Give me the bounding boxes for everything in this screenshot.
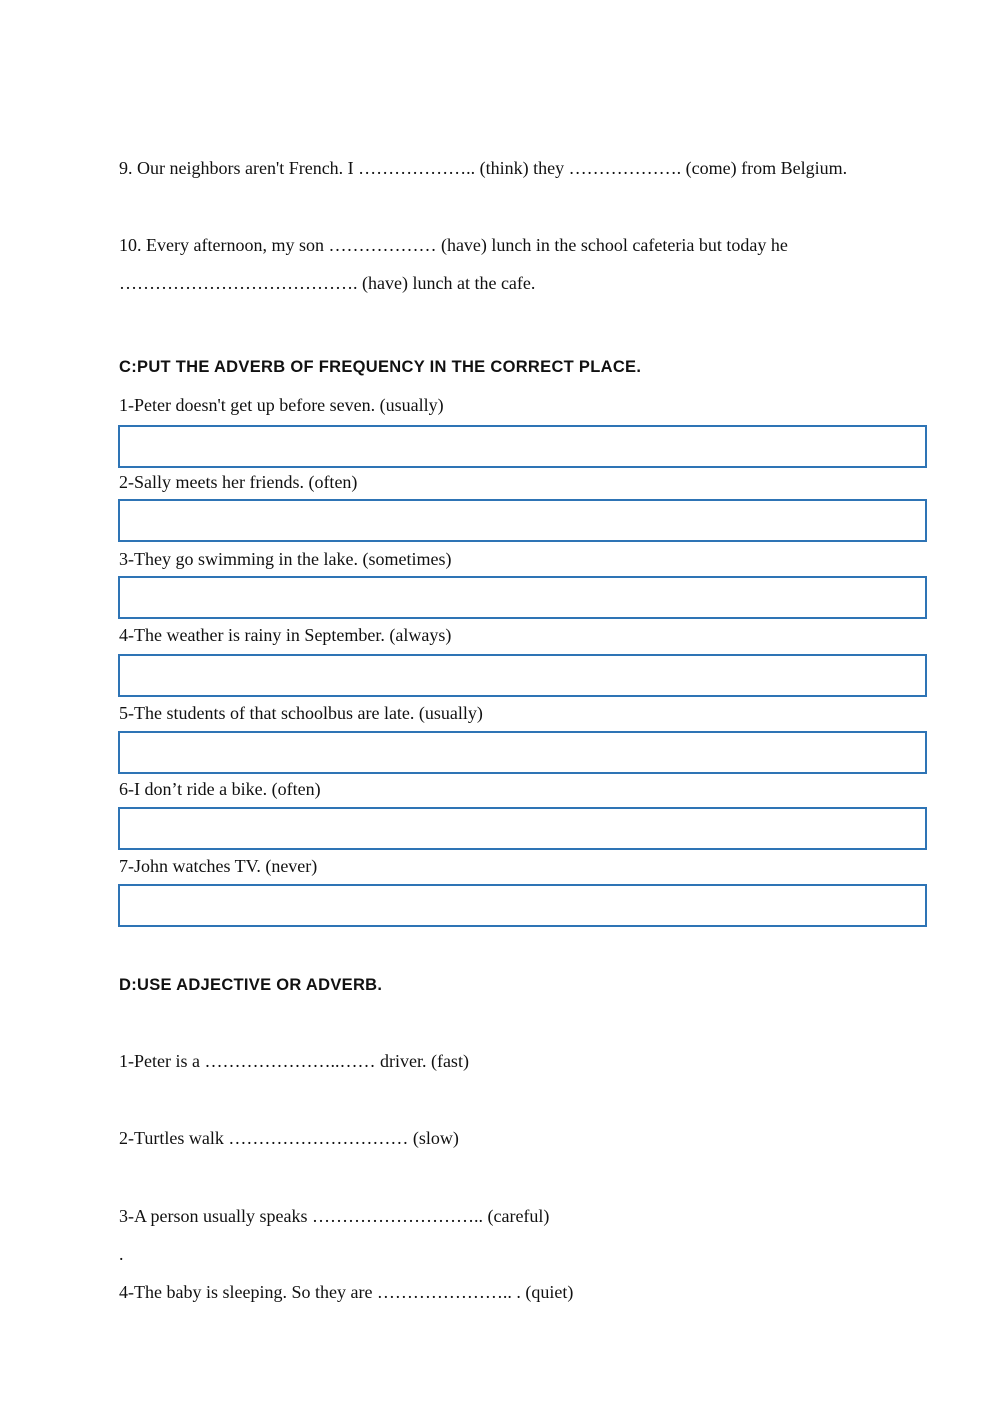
section-c-prompt-3: 3-They go swimming in the lake. (sometimes) — [119, 549, 452, 569]
stray-mark: . — [119, 1244, 124, 1264]
section-c-heading: C:PUT THE ADVERB OF FREQUENCY IN THE CORRECT PLACE. — [119, 358, 642, 376]
section-d-item-3: 3-A person usually speaks ……………………….. (careful) — [119, 1206, 550, 1226]
section-c-answer-3[interactable] — [118, 576, 927, 619]
section-c-prompt-6: 6-I don’t ride a bike. (often) — [119, 779, 321, 799]
section-d-heading: D:USE ADJECTIVE OR ADVERB. — [119, 976, 383, 994]
section-c-answer-4[interactable] — [118, 654, 927, 697]
section-c-answer-6[interactable] — [118, 807, 927, 850]
question-10-line-1: 10. Every afternoon, my son ……………… (have) lunch in the school cafeteria but today he — [119, 235, 788, 255]
question-9: 9. Our neighbors aren't French. I ……………….. (think) they ………………. (come) from Belgium. — [119, 158, 848, 178]
section-d-item-1: 1-Peter is a …………………..…… driver. (fast) — [119, 1051, 469, 1071]
question-10-line-2: …………………………………. (have) lunch at the cafe. — [119, 273, 536, 293]
section-d-item-4: 4-The baby is sleeping. So they are ………………….. . (quiet) — [119, 1282, 574, 1302]
section-c-answer-2[interactable] — [118, 499, 927, 542]
section-c-answer-1[interactable] — [118, 425, 927, 468]
section-c-prompt-5: 5-The students of that schoolbus are late. (usually) — [119, 703, 483, 723]
section-c-answer-7[interactable] — [118, 884, 927, 927]
section-c-prompt-4: 4-The weather is rainy in September. (always) — [119, 625, 452, 645]
section-c-prompt-2: 2-Sally meets her friends. (often) — [119, 472, 358, 492]
section-c-prompt-7: 7-John watches TV. (never) — [119, 856, 318, 876]
section-d-item-2: 2-Turtles walk ………………………… (slow) — [119, 1128, 459, 1148]
section-c-prompt-1: 1-Peter doesn't get up before seven. (usually) — [119, 395, 444, 415]
section-c-answer-5[interactable] — [118, 731, 927, 774]
